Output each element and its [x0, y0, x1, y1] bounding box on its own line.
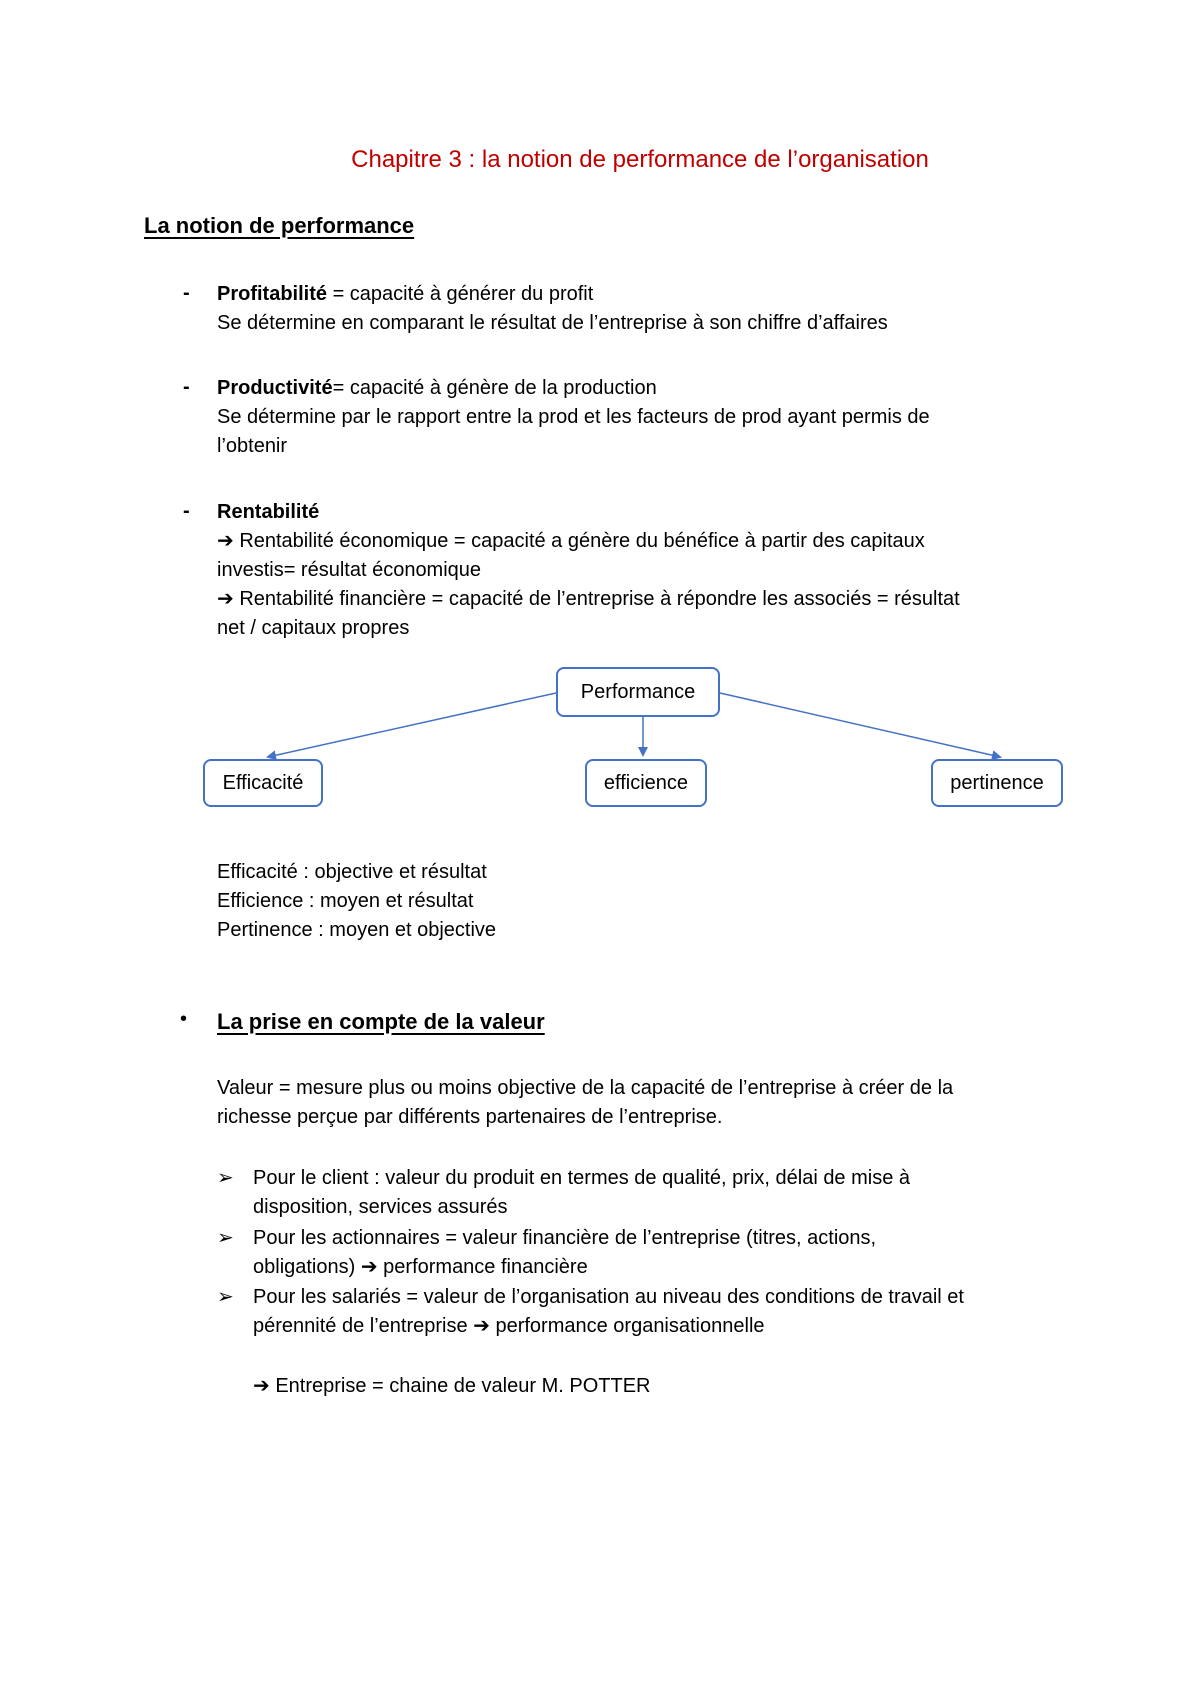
list-dash: -: [183, 500, 190, 522]
text-line: disposition, services assurés: [253, 1196, 508, 1218]
definition-efficacite: Efficacité : objective et résultat: [217, 861, 487, 883]
text-line: l’obtenir: [217, 435, 288, 457]
conclusion-line: ➔ Entreprise = chaine de valeur M. POTTER: [253, 1375, 651, 1397]
term: Rentabilité: [217, 501, 320, 523]
diagram-node-efficience: efficience: [585, 759, 707, 807]
arrow-bullet: ➢: [217, 1286, 234, 1308]
page-title: Chapitre 3 : la notion de performance de l’organisation: [351, 146, 929, 173]
list-bullet: •: [180, 1008, 188, 1030]
term: Productivité: [217, 377, 333, 399]
value-item-client: Pour le client : valeur du produit en termes de qualité, prix, délai de mise à: [253, 1167, 911, 1189]
text-line: ➔ Rentabilité financière = capacité de l’entreprise à répondre les associés = résultat: [217, 588, 960, 610]
connector-efficacite: [268, 693, 556, 757]
text-line: Se détermine par le rapport entre la prod et les facteurs de prod ayant permis de: [217, 406, 930, 428]
connector-pertinence: [720, 693, 1000, 757]
definition: = capacité à génère de la production: [332, 377, 657, 399]
text-line: Valeur = mesure plus ou moins objective de la capacité de l’entreprise à créer de la: [217, 1077, 954, 1099]
text-line: investis= résultat économique: [217, 559, 482, 581]
section-heading-valeur: La prise en compte de la valeur: [217, 1009, 545, 1034]
text-line: pérennité de l’entreprise ➔ performance organisationnelle: [253, 1315, 765, 1337]
value-item-actionnaires: Pour les actionnaires = valeur financière de l’entreprise (titres, actions,: [253, 1227, 877, 1249]
diagram-node-performance: Performance: [556, 667, 720, 717]
text-line: Se détermine en comparant le résultat de l’entreprise à son chiffre d’affaires: [217, 312, 888, 334]
diagram-node-efficacite: Efficacité: [203, 759, 323, 807]
diagram-node-pertinence: pertinence: [931, 759, 1063, 807]
arrow-bullet: ➢: [217, 1167, 234, 1189]
text-line: richesse perçue par différents partenaires de l’entreprise.: [217, 1106, 723, 1128]
arrow-bullet: ➢: [217, 1227, 234, 1249]
text-line: ➔ Rentabilité économique = capacité a génère du bénéfice à partir des capitaux: [217, 530, 925, 552]
definition-pertinence: Pertinence : moyen et objective: [217, 919, 497, 941]
value-item-salaries: Pour les salariés = valeur de l’organisation au niveau des conditions de travail et: [253, 1286, 964, 1308]
list-dash: -: [183, 282, 190, 304]
definition: = capacité à générer du profit: [327, 283, 594, 305]
term: Profitabilité: [217, 283, 328, 305]
section-heading-performance: La notion de performance: [144, 213, 415, 238]
text-line: net / capitaux propres: [217, 617, 410, 639]
list-dash: -: [183, 376, 190, 398]
text-line: obligations) ➔ performance financière: [253, 1256, 588, 1278]
definition-efficience: Efficience : moyen et résultat: [217, 890, 474, 912]
